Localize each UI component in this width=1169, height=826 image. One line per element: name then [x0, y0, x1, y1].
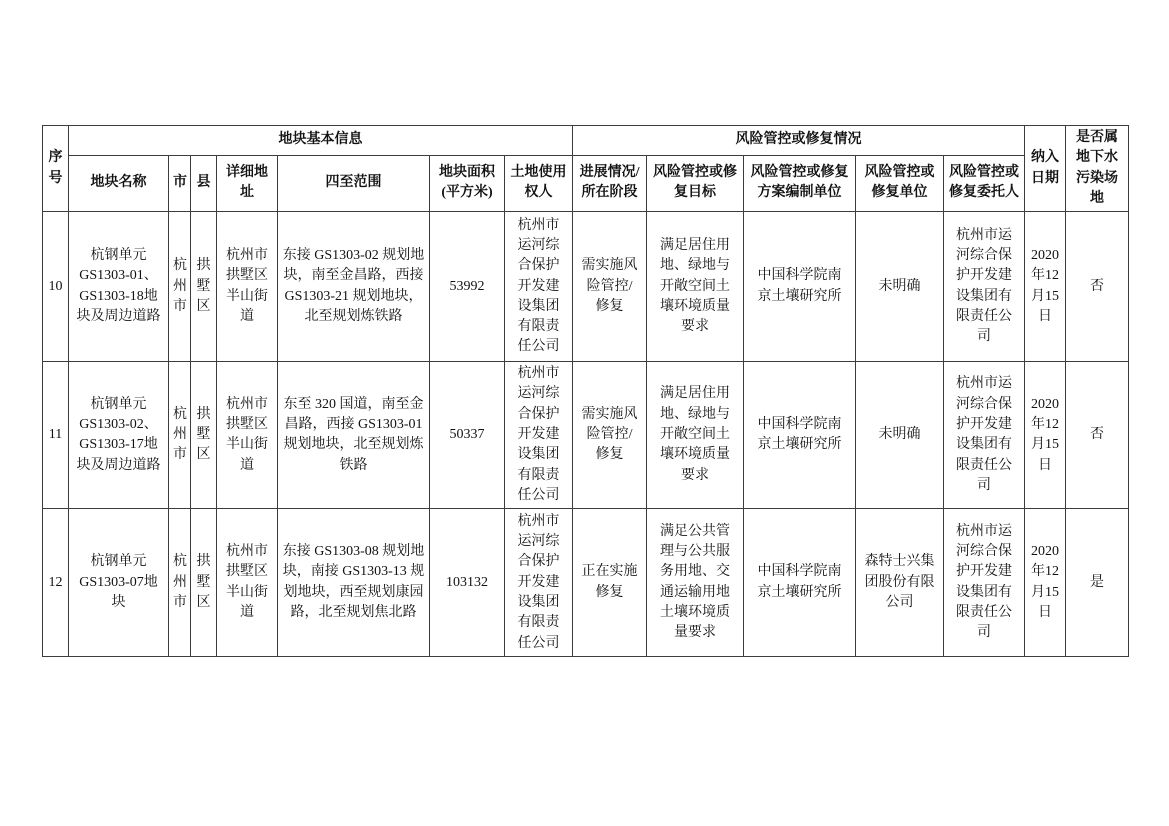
cell-plan-unit: 中国科学院南京土壤研究所 [744, 212, 856, 362]
cell-progress: 需实施风险管控/修复 [573, 362, 647, 509]
cell-area: 50337 [430, 362, 505, 509]
cell-area: 53992 [430, 212, 505, 362]
cell-seq: 12 [43, 509, 69, 657]
cell-land-user: 杭州市运河综合保护开发建设集团有限责任公司 [505, 362, 573, 509]
cell-county: 拱墅区 [191, 212, 217, 362]
header-group-risk-control: 风险管控或修复情况 [573, 126, 1025, 156]
cell-seq: 10 [43, 212, 69, 362]
cell-groundwater-site: 否 [1066, 212, 1129, 362]
cell-repair-principal: 杭州市运河综合保护开发建设集团有限责任公司 [944, 509, 1025, 657]
land-parcel-table [42, 125, 1129, 657]
header-repair-target: 风险管控或修复目标 [647, 155, 744, 211]
header-inclusion-date: 纳入日期 [1025, 126, 1066, 212]
cell-address: 杭州市拱墅区半山街道 [217, 362, 278, 509]
cell-city: 杭州市 [169, 212, 191, 362]
cell-inclusion-date: 2020年12月15日 [1025, 509, 1066, 657]
header-county: 县 [191, 155, 217, 211]
cell-plan-unit: 中国科学院南京土壤研究所 [744, 362, 856, 509]
header-group-basic-info: 地块基本信息 [69, 126, 573, 156]
table-row [43, 509, 1129, 657]
cell-inclusion-date: 2020年12月15日 [1025, 212, 1066, 362]
cell-address: 杭州市拱墅区半山街道 [217, 212, 278, 362]
cell-parcel-name: 杭钢单元GS1303-07地块 [69, 509, 169, 657]
cell-inclusion-date: 2020年12月15日 [1025, 362, 1066, 509]
cell-repair-target: 满足居住用地、绿地与开敞空间土壤环境质量要求 [647, 362, 744, 509]
cell-county: 拱墅区 [191, 509, 217, 657]
header-seq: 序号 [43, 126, 69, 212]
header-progress-stage: 进展情况/所在阶段 [573, 155, 647, 211]
header-plan-unit: 风险管控或修复方案编制单位 [744, 155, 856, 211]
cell-parcel-name: 杭钢单元GS1303-02、GS1303-17地块及周边道路 [69, 362, 169, 509]
cell-seq: 11 [43, 362, 69, 509]
cell-repair-target: 满足公共管理与公共服务用地、交通运输用地土壤环境质量要求 [647, 509, 744, 657]
cell-repair-unit: 森特士兴集团股份有限公司 [856, 509, 944, 657]
cell-county: 拱墅区 [191, 362, 217, 509]
cell-boundary: 东至 320 国道，南至金昌路，西接 GS1303-01 规划地块，北至规划炼铁路 [278, 362, 430, 509]
header-city: 市 [169, 155, 191, 211]
cell-land-user: 杭州市运河综合保护开发建设集团有限责任公司 [505, 212, 573, 362]
cell-land-user: 杭州市运河综合保护开发建设集团有限责任公司 [505, 509, 573, 657]
cell-address: 杭州市拱墅区半山街道 [217, 509, 278, 657]
cell-boundary: 东接 GS1303-08 规划地块，南接 GS1303-13 规划地块，西至规划康园路，北至规划焦北路 [278, 509, 430, 657]
cell-repair-principal: 杭州市运河综合保护开发建设集团有限责任公司 [944, 212, 1025, 362]
cell-repair-unit: 未明确 [856, 212, 944, 362]
header-repair-unit: 风险管控或修复单位 [856, 155, 944, 211]
table-row [43, 212, 1129, 362]
cell-area: 103132 [430, 509, 505, 657]
header-groundwater-site: 是否属地下水污染场地 [1066, 126, 1129, 212]
header-repair-principal: 风险管控或修复委托人 [944, 155, 1025, 211]
header-area: 地块面积(平方米) [430, 155, 505, 211]
cell-groundwater-site: 是 [1066, 509, 1129, 657]
header-address: 详细地址 [217, 155, 278, 211]
cell-repair-principal: 杭州市运河综合保护开发建设集团有限责任公司 [944, 362, 1025, 509]
cell-city: 杭州市 [169, 362, 191, 509]
cell-parcel-name: 杭钢单元GS1303-01、GS1303-18地块及周边道路 [69, 212, 169, 362]
cell-progress: 正在实施修复 [573, 509, 647, 657]
cell-progress: 需实施风险管控/修复 [573, 212, 647, 362]
table-row [43, 362, 1129, 509]
cell-plan-unit: 中国科学院南京土壤研究所 [744, 509, 856, 657]
cell-repair-unit: 未明确 [856, 362, 944, 509]
cell-boundary: 东接 GS1303-02 规划地块，南至金昌路，西接 GS1303-21 规划地块，北至规划炼铁路 [278, 212, 430, 362]
cell-groundwater-site: 否 [1066, 362, 1129, 509]
header-land-user: 土地使用权人 [505, 155, 573, 211]
cell-city: 杭州市 [169, 509, 191, 657]
header-boundary: 四至范围 [278, 155, 430, 211]
cell-repair-target: 满足居住用地、绿地与开敞空间土壤环境质量要求 [647, 212, 744, 362]
header-parcel-name: 地块名称 [69, 155, 169, 211]
